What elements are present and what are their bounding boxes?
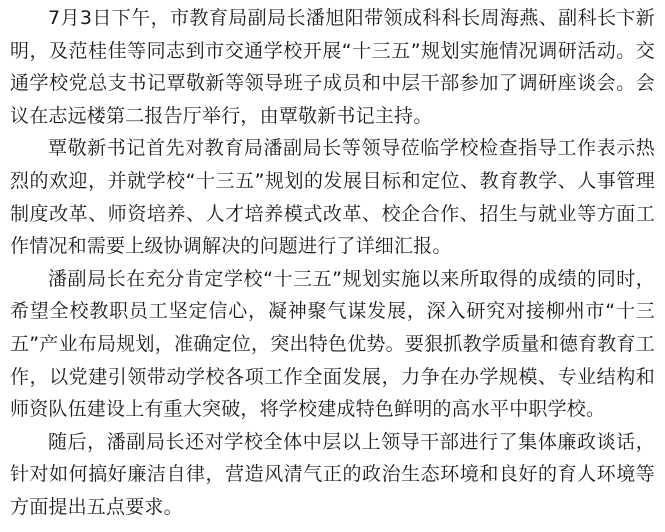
paragraph-deputy-director-remarks: 潘副局长在充分肯定学校“十三五”规划实施以来所取得的成绩的同时，希望全校教职员工坚定信心，凝神聚气谋发展，深入研究对接柳州市“十三五”产业布局规划，准确定位，突出特色优势。要狠抓教学质量和德育教育工作，以党建引领带动学校各项工作全面发展，力争在办学规模、专业结构和师资队伍建设上有重大突破，将学校建成特色鲜明的高水平中职学校。 — [10, 267, 655, 421]
paragraph-school-report: 覃敬新书记首先对教育局潘副局长等领导莅临学校检查指导工作表示热烈的欢迎，并就学校“十三五”规划的发展目标和定位、教育教学、人事管理制度改革、师资培养、人才培养模式改革、校企合作、招生与就业等方面工作情况和需要上级协调解决的问题进行了详细汇报。 — [10, 137, 655, 258]
paragraph-integrity-talk: 随后，潘副局长还对学校全体中层以上领导干部进行了集体廉政谈话，针对如何搞好廉洁自律，营造风清气正的政治生态环境和良好的育人环境等方面提出五点要求。 — [10, 430, 655, 518]
paragraph-research-visit: 7月3日下午，市教育局副局长潘旭阳带领成科科长周海燕、副科长卞新明，及范桂佳等同志到市交通学校开展“十三五”规划实施情况调研活动。交通学校党总支书记覃敬新等领导班子成员和中层干部参加了调研座谈会。会议在志远楼第二报告厅举行，由覃敬新书记主持。 — [10, 7, 655, 127]
